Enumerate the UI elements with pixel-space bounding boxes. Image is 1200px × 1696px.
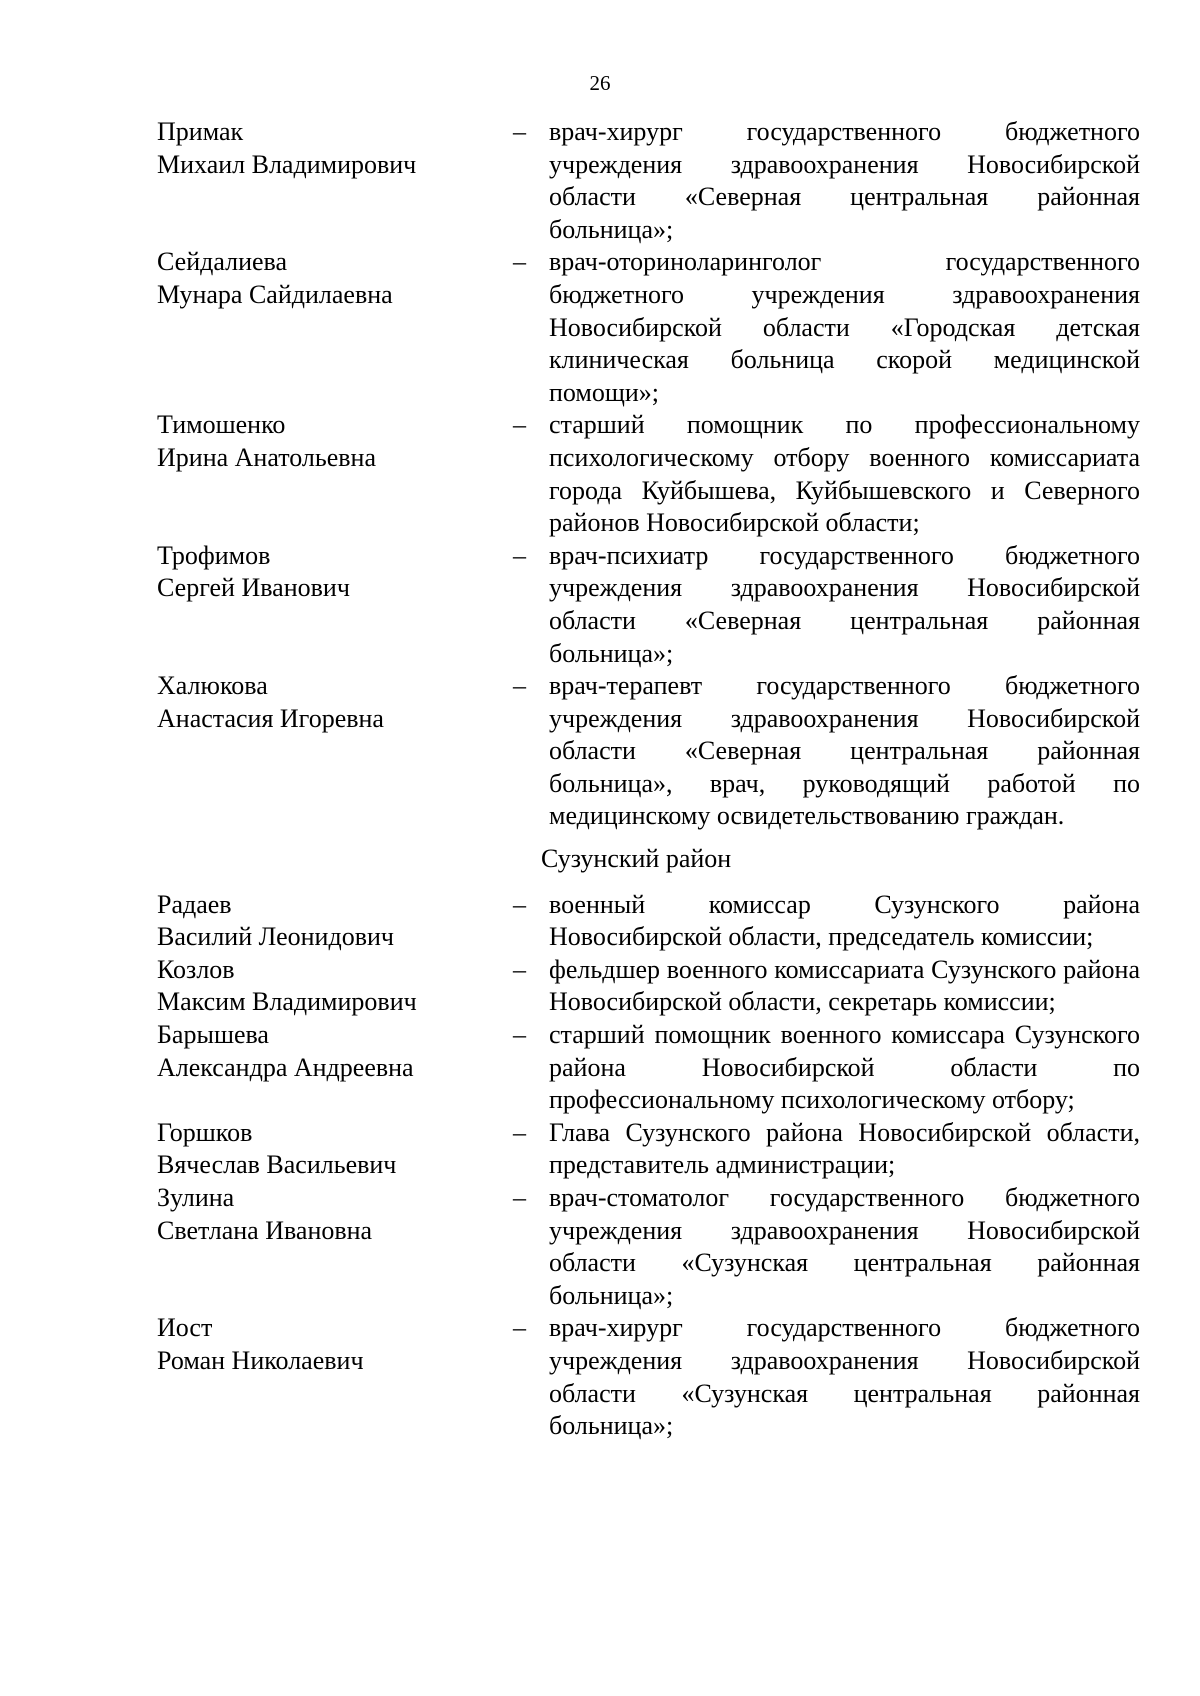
member-surname: Иост <box>157 1313 213 1343</box>
list-item <box>0 540 1200 670</box>
member-surname: Горшков <box>157 1117 253 1147</box>
member-given-names: Роман Николаевич <box>157 1345 364 1375</box>
member-name <box>157 246 497 311</box>
dash-separator: – <box>513 1183 526 1212</box>
member-surname: Примак <box>157 117 244 146</box>
member-name <box>157 540 497 605</box>
member-given-names: Вячеслав Васильевич <box>157 1150 397 1180</box>
member-position: врач-хирург государственного бюджетного учреждения здравоохранения Новосибирской области «Сузунская центральная районная больница»; <box>549 1313 1140 1441</box>
member-given-names: Михаил Владимирович <box>157 149 417 179</box>
member-position: врач-психиатр государственного бюджетного учреждения здравоохранения Новосибирской области «Северная центральная районная больница»; <box>549 540 1140 668</box>
member-surname: Козлов <box>157 954 235 984</box>
member-surname: Барышева <box>157 1020 269 1050</box>
member-given-names: Василий Леонидович <box>157 922 394 952</box>
dash-separator: – <box>513 1117 526 1147</box>
dash-separator: – <box>513 247 526 277</box>
dash-separator: – <box>513 889 526 919</box>
member-name <box>157 1019 497 1084</box>
member-given-names: Максим Владимирович <box>157 987 417 1017</box>
list-item <box>0 1117 1200 1182</box>
member-name <box>157 954 497 1019</box>
list-item <box>0 1312 1200 1442</box>
member-name <box>157 670 497 735</box>
list-item <box>0 409 1200 539</box>
member-position: врач-оториноларинголог государственного бюджетного учреждения здравоохранения Новосибирской области «Городская детская клиническая больница скорой медицинской помощи»; <box>549 247 1140 407</box>
member-position: врач-терапевт государственного бюджетного учреждения здравоохранения Новосибирской области «Северная центральная районная больница», врач, руководящий работой по медицинскому освидетельствованию граждан. <box>549 671 1140 831</box>
dash-separator: – <box>513 410 526 440</box>
dash-separator: – <box>513 1313 526 1343</box>
member-given-names: Сергей Иванович <box>157 573 350 603</box>
list-item <box>0 1019 1200 1117</box>
member-surname: Радаев <box>157 889 232 919</box>
member-surname: Халюкова <box>157 671 268 701</box>
dash-separator: – <box>513 671 526 701</box>
dash-separator: – <box>513 540 526 570</box>
list-item <box>0 116 1200 246</box>
member-list <box>0 116 1200 1443</box>
member-given-names: Мунара Сайдилаевна <box>157 279 393 309</box>
list-item <box>0 954 1200 1019</box>
member-surname: Тимошенко <box>157 410 286 440</box>
member-name <box>157 116 497 181</box>
member-position: врач-стоматолог государственного бюджетного учреждения здравоохранения Новосибирской области «Сузунская центральная районная больница»; <box>549 1183 1140 1310</box>
member-given-names: Анастасия Игоревна <box>157 703 384 733</box>
section-heading: Сузунский район <box>541 844 732 874</box>
member-position: Глава Сузунского района Новосибирской области, представитель администрации; <box>549 1117 1140 1180</box>
list-item <box>0 670 1200 833</box>
list-item <box>0 1182 1200 1312</box>
member-name <box>157 1117 497 1182</box>
page-number: 26 <box>589 71 611 95</box>
dash-separator: – <box>513 1020 526 1050</box>
member-surname: Трофимов <box>157 540 271 570</box>
member-name <box>157 889 497 954</box>
member-surname: Сейдалиева <box>157 247 288 277</box>
member-surname: Зулина <box>157 1183 235 1212</box>
member-name <box>157 1182 497 1247</box>
list-item <box>0 246 1200 409</box>
member-position: фельдшер военного комиссариата Сузунского района Новосибирской области, секретарь комиссии; <box>549 954 1140 1017</box>
dash-separator: – <box>513 954 526 984</box>
member-position: старший помощник военного комиссара Сузунского района Новосибирской области по профессиональному психологическому отбору; <box>549 1020 1140 1115</box>
list-item <box>0 889 1200 954</box>
dash-separator: – <box>513 117 526 146</box>
member-position: врач-хирург государственного бюджетного учреждения здравоохранения Новосибирской области «Северная центральная районная больница»; <box>549 117 1140 244</box>
member-position: старший помощник по профессиональному психологическому отбору военного комиссариата города Куйбышева, Куйбышевского и Северного районов Новосибирской области; <box>549 410 1140 538</box>
member-given-names: Ирина Анатольевна <box>157 442 376 472</box>
member-position: военный комиссар Сузунского района Новосибирской области, председатель комиссии; <box>549 889 1140 952</box>
member-given-names: Александра Андреевна <box>157 1052 414 1082</box>
member-name <box>157 1312 497 1377</box>
member-name <box>157 409 497 474</box>
member-given-names: Светлана Ивановна <box>157 1215 373 1245</box>
